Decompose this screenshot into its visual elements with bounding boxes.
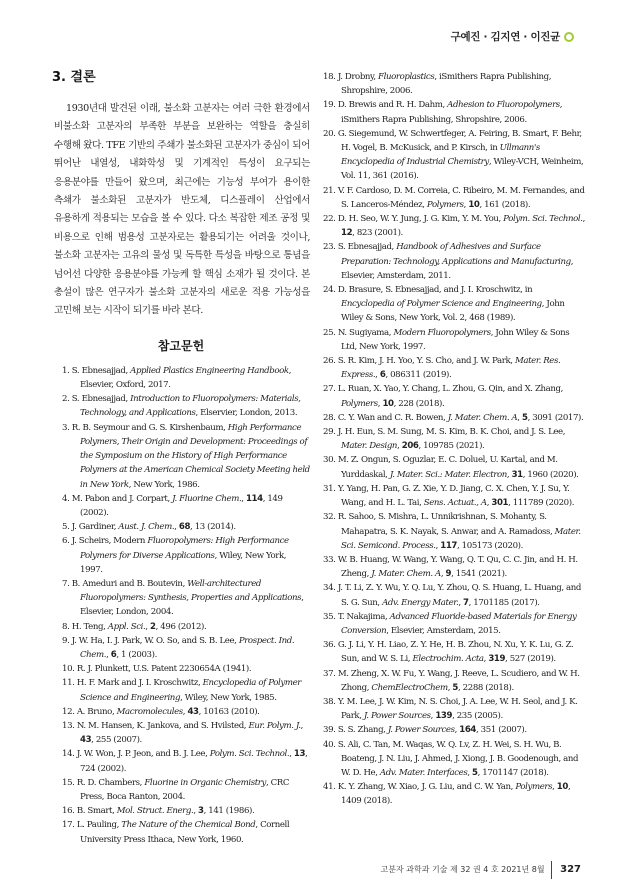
reference-pages: , 2288 (2018). [458,682,514,693]
reference-number: 3. [62,422,70,433]
reference-pages: , 1701147 (2018). [477,767,549,778]
reference-number: 17. [62,820,75,831]
reference-volume: 5 [521,412,528,423]
reference-volume: 5 [472,767,478,778]
reference-authors: Y. M. Lee, J. W. Kim, N. S. Choi, J. A. Lee, W. H. Seol, and J. K. Park, [337,696,578,722]
reference-item [52,620,310,634]
footer-divider [551,861,553,879]
reference-title: Fluoroplastics [378,72,435,82]
reference-number: 8. [62,621,70,632]
reference-title: Encyclopedia of Polymer Science and Engineering [341,299,542,310]
section-title: 3. 결론 [52,70,96,85]
reference-title: J. Mater. Sci.: Mater. Electron [389,469,507,480]
reference-title: Ullmann's Encyclopedia of Industrial Chemistry [341,143,540,168]
reference-pages: , 109785 (2021). [418,441,485,452]
reference-details: , Cornell University Press Ithaca, New York, 1960. [80,820,290,845]
reference-item [323,510,585,553]
reference-item [52,719,310,747]
reference-details: , [375,370,380,381]
reference-authors: H. F. Mark and J. I. Kroschwitz, [76,678,203,689]
reference-details: , [458,597,464,608]
reference-pages: , 161 (2018). [479,199,531,210]
conclusion-paragraph: 1930년대 발견된 이래, 불소화 고분자는 여러 극한 환경에서 비불소화 고분자의 부족한 부분을 보완하는 역할을 충실히 수행해 왔다. TFE 기반의 주쇄가 불소화된 고분자가 중심이 되어 뛰어난 내열성, 내화학성 및 기계적인 특성이 요구되는 응용분야를 만들어 왔으며, 최근에는 기능성 부여가 용이한 측쇄가 불소화된 고분자가 반도체, 디스플레이 산업에서 유용하게 적용되는 모습을 볼 수 있다. 다소 복잡한 제조 공정 및 비용으로 인해 범용성 고분자로는 활용되기는 어려울 것이나, 불소화 고분자는 고유의 물성 및 독특한 특성을 바탕으로 통념을 넘어선 다양한 응용분야를 가능케 할 핵심 소재가 될 것이다. 본 총설이 많은 연구자가 불소화 고분자의 새로운 적용 가능성을 고민해 보는 시작이 되기를 바라 본다. [54,103,310,317]
reference-authors: J. T. Li, Z. Y. Wu, Y. Q. Lu, Y. Zhou, Q. S. Huang, L. Huang, and S. G. Sun, [337,583,581,608]
reference-volume: 301 [491,498,509,509]
reference-authors: L. Ruan, X. Yao, Y. Chang, L. Zhou, G. Qin, and X. Zhang, [337,384,563,395]
reference-number: 15. [62,777,75,788]
reference-title: Prospect. Ind. Chem. [80,635,295,660]
reference-authors: S. Ali, C. Tan, M. Waqas, W. Q. Lv, Z. H. Wei, S. H. Wu, B. Boateng, J. N. Liu, J. Ahmed, J. Xiong, J. B. Goodenough, and W. D. He, [337,739,579,778]
reference-number: 6. [62,536,70,547]
reference-title: Fluorine in Organic Chemistry [144,777,266,788]
reference-title: Introduction to Fluoropolymers: Materials, Technology, and Applications [80,394,301,419]
reference-number: 12. [62,706,75,717]
reference-number: 35. [323,611,336,622]
reference-title: Applied Plastics Engineering Handbook [130,365,289,376]
reference-authors: K. Y. Zhang, W. Xiao, J. G. Liu, and C. W. Yan, [337,782,516,793]
reference-number: 20. [323,128,336,139]
reference-title: Fluoropolymers: High Performance Polymers for Diverse Applications [80,536,289,561]
reference-pages: , 10163 (2010). [198,706,260,717]
reference-pages: , 255 (2007). [91,735,142,746]
reference-details: , [486,498,492,509]
references-list-right [323,70,585,809]
reference-item [323,283,585,326]
reference-volume: 206 [401,441,419,452]
reference-number: 5. [62,522,70,533]
page-footer [0,861,622,891]
reference-details: , iSmithers Rapra Publishing, Shropshire, 2006. [341,72,552,97]
reference-details: , [174,522,179,533]
reference-details: , Elsevier, Amsterdam, 2015. [386,625,501,636]
reference-title: Polym. Sci. Technol. [503,214,583,225]
reference-item [52,421,310,492]
reference-title: The Nature of the Chemical Bond [121,820,256,831]
reference-authors: D. Brewis and R. H. Dahm, [337,100,448,111]
reference-title: Advanced Fluoride-based Materials for Energy Conversion [341,611,577,636]
reference-number: 37. [323,668,336,679]
reference-authors: J. W. Won, J. P. Jeon, and B. J. Lee, [76,749,210,760]
reference-number: 13. [62,720,75,731]
journal-info: 고분자 과학과 기술 제 32 권 4 호 2021년 8월 [380,865,545,875]
reference-authors: J. Drobny, [337,72,379,82]
reference-details: , CRC Press, Boca Ranton, 2004. [80,777,290,802]
reference-title: Sens. Actuat., A [423,498,487,509]
reference-volume: 6 [110,649,117,660]
reference-item [52,705,310,719]
reference-details: , Wiley-VCH, Weinheim, Vol. 11, 361 (2016). [341,157,584,182]
reference-title: Well-architectured Fluoropolymers: Synthesis, Properties and Applications [80,578,302,604]
reference-details: , Elsevier, Amsterdam, 2011. [341,256,574,281]
reference-item [323,354,585,382]
reference-item [52,520,310,534]
reference-title: Eur. Polym. J. [248,720,301,731]
reference-authors: D. H. Seo, W. Y. Jung, J. G. Kim, Y. M. You, [337,214,504,225]
reference-details: , [289,749,294,760]
reference-number: 7. [62,578,70,589]
reference-number: 25. [323,327,336,338]
reference-title: J. Mater. Chem. A [447,412,518,423]
reference-item [323,695,585,723]
reference-volume: 68 [178,522,191,533]
reference-number: 9. [62,635,70,646]
reference-authors: W. B. Huang, W. Wang, Y. Wang, Q. T. Qu, C. C. Jin, and H. H. Zheng, [337,554,578,580]
reference-details: , Elsevier, London, 2004. [80,593,304,618]
reference-volume: 10 [382,398,394,409]
reference-volume: 114 [245,493,263,504]
reference-details: , [483,654,489,665]
reference-volume: 319 [488,654,506,665]
reference-pages: , 351 (2007). [476,725,527,736]
reference-number: 29. [323,427,336,438]
reference-pages: , 3091 (2017). [527,412,584,423]
reference-item [323,240,585,283]
reference-authors: R. B. Seymour and G. S. Kirshenbaum, [71,422,228,433]
reference-details: , [430,711,436,722]
reference-number: 39. [323,725,336,736]
reference-pages: , 1541 (2021). [451,569,507,580]
reference-number: 1. [62,365,70,376]
references-title: 참고문헌 [157,338,205,353]
reference-pages: , 086311 (2019). [385,370,452,381]
reference-number: 10. [62,664,75,675]
reference-title: Modern Fluoropolymers [393,327,491,338]
reference-authors: T. Nakajima, [337,611,390,622]
reference-authors: B. Ameduri and B. Boutevin, [71,578,188,589]
reference-number: 33. [323,554,336,565]
reference-volume: 12 [341,228,353,239]
reference-details: , Wiley, New York, 1997. [80,550,287,575]
reference-authors: S. Ebnesajjad, [71,365,131,376]
references-list-left [52,364,310,847]
reference-item [323,553,585,581]
reference-details: , Elservier, London, 2013. [195,408,298,419]
reference-number: 26. [323,356,336,367]
reference-item [323,70,585,98]
reference-details: , [377,398,383,409]
reference-item [323,184,585,212]
reference-authors: H. Teng, [71,621,108,632]
reference-authors: N. M. Hansen, K. Jankova, and S. Hvilsted, [76,720,249,731]
reference-pages: , 228 (2018). [393,398,445,409]
reference-authors: J. Scheirs, Modern [71,536,148,547]
reference-pages: , 496 (2012). [155,621,207,632]
reference-volume: 31 [511,469,523,480]
reference-pages: , 724 (2002). [80,749,308,774]
reference-authors: R. J. Plunkett, U.S. Patent 2230654A (1941). [76,664,252,675]
reference-title: Encyclopedia of Polymer Science and Engineering [80,678,301,703]
reference-authors: G. J. Li, Y. H. Liao, Z. Y. He, H. B. Zhou, N. Xu, Y. K. Lu, G. Z. Sun, and W. S. Li, [337,640,574,665]
reference-number: 30. [323,455,336,466]
reference-authors: R. Sahoo, S. Mishra, L. Unnikrishnan, S. Mohanty, S. Mahapatra, S. K. Nayak, S. Anwar, and A. Ramadoss, [337,512,555,537]
reference-pages: , 235 (2005). [452,711,503,722]
reference-number: 21. [323,185,336,196]
reference-item [323,411,585,425]
reference-authors: S. R. Kim, J. H. Yoo, Y. S. Cho, and J. W. Park, [337,356,515,367]
reference-number: 18. [323,72,336,82]
reference-item [323,98,585,126]
reference-title: Adv. Mater. Interfaces [379,767,468,778]
reference-number: 24. [323,285,336,296]
reference-number: 27. [323,384,336,395]
reference-title: Mater. Res. Express. [341,356,561,381]
reference-number: 32. [323,512,336,523]
reference-details: , New York, 1986. [128,479,200,490]
reference-item [323,638,585,666]
reference-authors: N. Sugiyama, [337,327,394,338]
reference-title: Polymers [341,398,378,409]
reference-authors: L. Pauling, [76,820,122,831]
reference-number: 23. [323,242,336,253]
header-authors: 구예진 · 김지연 · 이진균 [450,31,560,43]
reference-pages: , 149 (2002). [80,493,283,518]
reference-title: Mol. Struct. Energ. [116,806,194,817]
reference-title: J. Power Sources [387,725,455,736]
reference-item [52,577,310,620]
reference-item [323,723,585,737]
reference-volume: 3 [198,806,204,817]
reference-authors: M. Z. Ongun, S. Oguzlar, E. C. Doluel, U. Kartal, and M. Yurddaskal, [337,455,558,480]
reference-number: 28. [323,412,336,423]
reference-pages: , 111789 (2020). [508,498,575,509]
reference-details: , [506,469,512,480]
reference-details: , [552,782,557,793]
reference-details: , [145,621,151,632]
reference-details: , [582,214,585,225]
reference-number: 14. [62,749,75,760]
reference-details: , [467,767,473,778]
reference-volume: 117 [440,540,458,551]
reference-authors: J. H. Eun, S. M. Sung, M. S. Kim, B. K. Choi, and J. S. Lee, [337,427,566,438]
reference-authors: M. Zheng, X. W. Fu, Y. Wang, J. Reeve, L. Scudiero, and W. H. Zhong, [337,668,580,693]
reference-number: 22. [323,214,336,225]
reference-item [323,127,585,184]
reference-pages: , 141 (1986). [203,806,255,817]
reference-volume: 139 [435,711,453,722]
reference-volume: 13 [293,749,306,760]
reference-title: Appl. Sci. [107,621,146,632]
reference-pages: , 13 (2014). [190,522,236,533]
reference-details: , [193,806,198,817]
reference-details: , [463,199,469,210]
reference-item [323,382,585,410]
reference-volume: 2 [150,621,156,632]
reference-authors: G. Siegemund, W. Schwertfeger, A. Feiring, B. Smart, F. Behr, H. Vogel, B. McKusick, and P. Kirsch, in [337,128,582,154]
reference-volume: 10 [556,782,568,793]
reference-volume: 43 [80,735,92,746]
reference-details: , Wiley, New York, 1985. [180,692,277,703]
reference-item [323,738,585,781]
reference-item [323,581,585,609]
reference-number: 2. [62,394,70,405]
reference-item [52,364,310,392]
reference-item [323,667,585,695]
reference-number: 38. [323,696,336,707]
reference-volume: 7 [463,597,469,608]
reference-number: 41. [323,782,336,793]
reference-authors: R. D. Chambers, [76,777,145,788]
reference-authors: S. Ebnesajjad, [337,242,397,253]
reference-authors: J. Gardiner, [71,522,119,533]
reference-title: Adv. Energy Mater. [382,597,459,608]
reference-details: , [106,649,111,660]
reference-item [323,610,585,638]
reference-number: 4. [62,493,70,504]
reference-item [52,392,310,420]
reference-authors: M. Pabon and J. Corpart, [71,493,173,504]
reference-authors: D. Brasure, S. Ebnesajjad, and J. I. Kroschwitz, in [337,285,533,296]
reference-item [323,425,585,453]
reference-title: Macromolecules [116,706,183,717]
reference-item [323,482,585,510]
reference-item [52,634,310,662]
reference-title: Polymers [426,199,464,210]
reference-authors: J. W. Ha, I. J. Park, W. O. So, and S. B. Lee, [71,635,239,646]
reference-details: , [397,441,402,452]
reference-title: J. Mater. Chem. A [371,569,441,580]
page-number: 327 [560,864,581,876]
reference-item [52,747,310,775]
reference-title: Electrochim. Acta [412,654,484,665]
reference-pages: , 1409 (2018). [341,782,571,807]
reference-details: , [447,682,453,693]
reference-number: 36. [323,640,336,651]
reference-details: , [182,706,188,717]
reference-volume: 164 [459,725,477,736]
reference-item [52,662,310,676]
reference-details: , [440,569,446,580]
reference-details: , [517,412,522,423]
reference-title: Handbook of Adhesives and Surface Preparation: Technology, Applications and Manufacturing [341,242,571,267]
reference-details: , Elsevier, Oxford, 2017. [80,365,292,391]
reference-title: Aust. J. Chem. [118,522,175,533]
reference-item [52,804,310,818]
reference-item [323,453,585,481]
reference-details: , [300,720,303,731]
reference-item [52,676,310,704]
reference-title: J. Power Sources [363,711,431,722]
reference-volume: 43 [187,706,199,717]
reference-authors: S. S. Zhang, [337,725,388,736]
reference-title: Mater. Sci. Semicond. Process. [341,526,581,551]
reference-volume: 5 [452,682,459,693]
reference-volume: 6 [379,370,386,381]
reference-title: Mater. Design [341,441,398,452]
reference-authors: S. Ebnesajjad, [71,394,131,405]
reference-title: Polymers [515,782,553,793]
reference-item [52,776,310,804]
reference-number: 19. [323,100,336,111]
reference-number: 34. [323,583,336,594]
reference-details: , [454,725,460,736]
reference-authors: A. Bruno, [76,706,117,717]
reference-title: ChemElectroChem [371,682,448,693]
reference-title: Polym. Sci. Technol. [209,749,290,760]
reference-details: , [241,493,246,504]
reference-details: , John Wiley & Sons, New York, Vol. 2, 468 (1989). [341,299,565,324]
reference-pages: , 1960 (2020). [522,469,579,480]
reference-pages: , 823 (2001). [352,228,403,239]
reference-item [323,326,585,354]
reference-authors: Y. Yang, H. Pan, G. Z. Xie, Y. D. Jiang, C. X. Chen, Y. J. Su, Y. Wang, and H. L. Tai, [337,483,570,509]
reference-authors: C. Y. Wan and C. R. Bowen, [337,412,448,423]
reference-item [52,534,310,577]
reference-pages: , 527 (2019). [505,654,556,665]
reference-item [52,492,310,520]
reference-item [323,212,585,240]
reference-title: High Performance Polymers, Their Origin and Development: Proceedings of the Symposium on the History of High Performance Polymers at the American Chemical Society Meeting held in New York [80,422,310,490]
left-column [52,70,310,847]
reference-number: 31. [323,483,336,494]
reference-details: , John Wiley & Sons Ltd, New York, 1997. [341,327,570,352]
reference-authors: B. Smart, [76,806,117,817]
reference-title: Adhesion to Fluoropolymers [447,100,560,111]
reference-item [52,818,310,846]
reference-item [323,780,585,808]
reference-pages: , 1 (2003). [116,649,157,660]
reference-authors: V. F. Cardoso, D. M. Correia, C. Ribeiro, M. M. Fernandes, and S. Lanceros-Méndez, [337,185,585,210]
reference-details: , [435,540,441,551]
reference-volume: 9 [445,569,452,580]
reference-pages: , 105173 (2020). [457,540,523,551]
reference-number: 40. [323,739,336,750]
reference-title: J. Fluorine Chem. [172,493,242,504]
reference-number: 11. [62,678,75,689]
reference-volume: 10 [468,199,480,210]
reference-details: , iSmithers Rapra Publishing, Shropshire, 2006. [341,100,563,125]
right-column [323,70,585,809]
reference-pages: , 1701185 (2017). [468,597,540,608]
reference-number: 16. [62,806,75,817]
